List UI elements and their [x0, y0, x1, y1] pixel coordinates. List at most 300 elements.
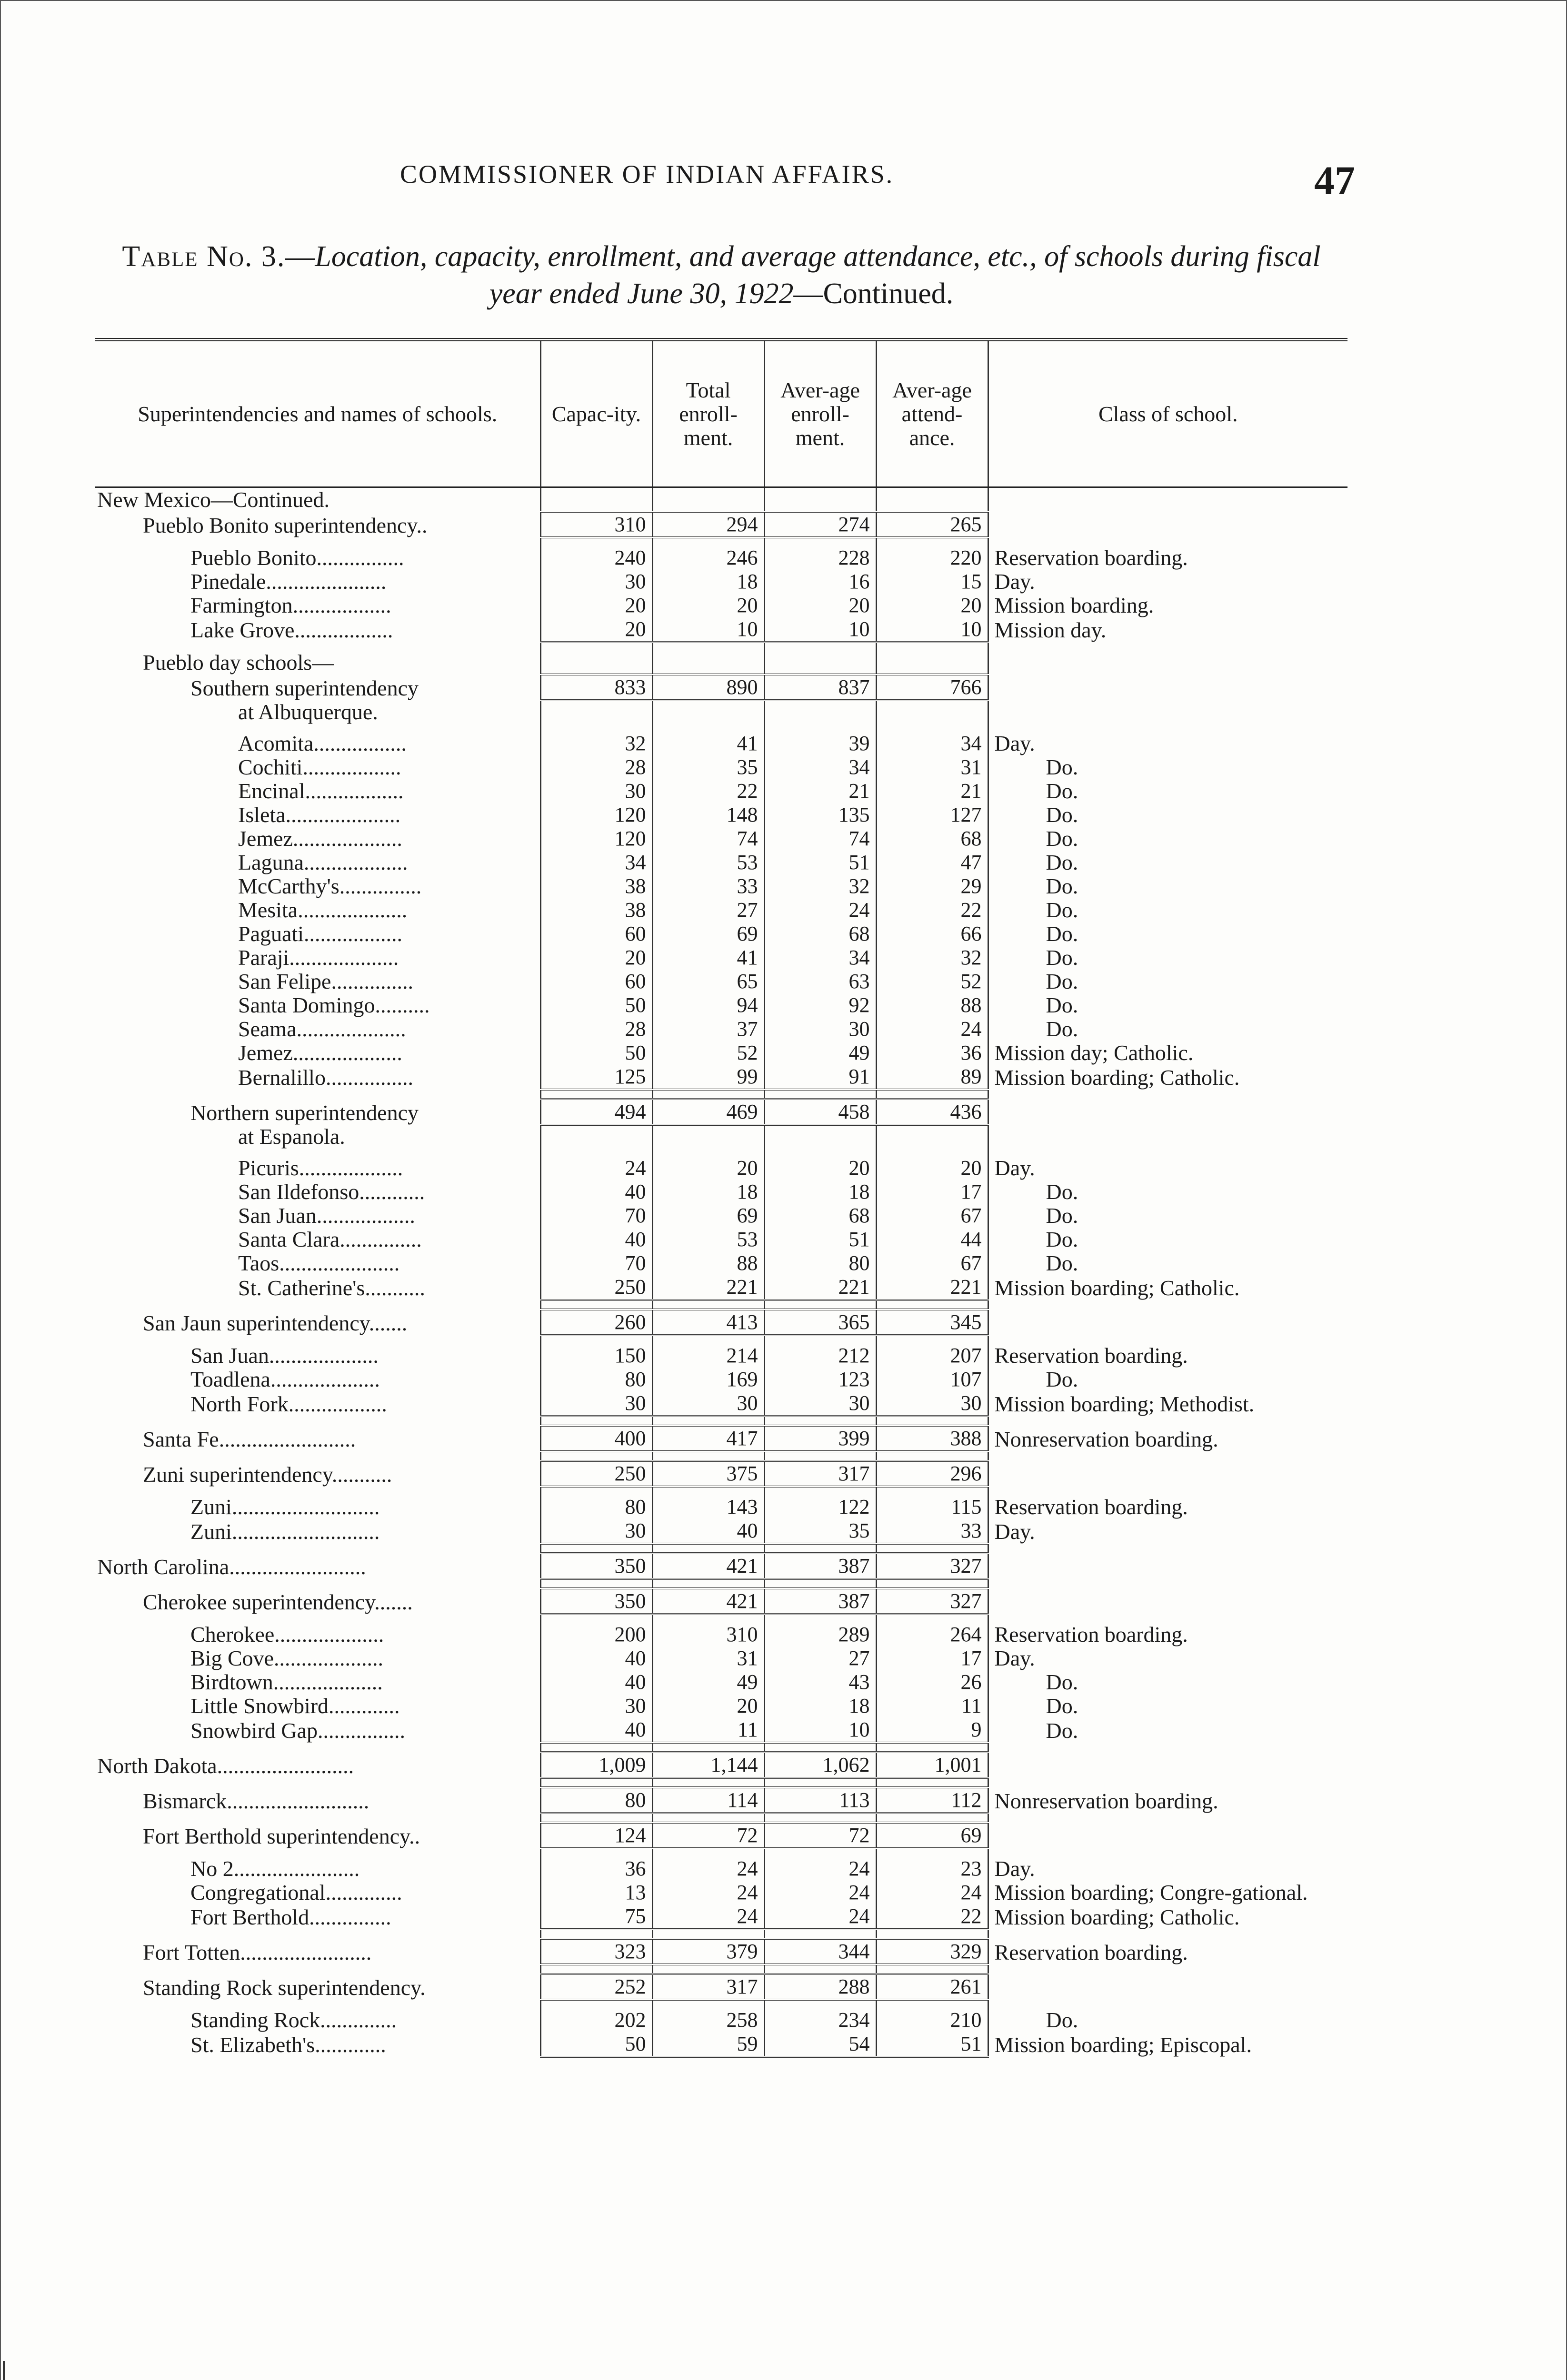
class-of-school: Day. — [988, 1646, 1347, 1670]
table-row — [95, 803, 1347, 827]
class-of-school: Reservation boarding. — [988, 546, 1347, 570]
average-attendance-cell: 17 — [876, 1180, 988, 1204]
spacer-cell — [95, 1335, 540, 1344]
school-name: Big Cove.................... — [190, 1646, 384, 1670]
average-enrollment-cell: 24 — [764, 898, 876, 922]
capacity-cell: 125 — [540, 1065, 652, 1090]
average-enrollment-cell: 51 — [764, 1228, 876, 1251]
total-enrollment-cell: 421 — [652, 1553, 764, 1579]
capacity-cell: 260 — [540, 1309, 652, 1335]
class-of-school: Reservation boarding. — [988, 1939, 1347, 1964]
spacer-cell — [988, 537, 1347, 546]
capacity-cell: 202 — [540, 2008, 652, 2032]
school-name: San Felipe............... — [238, 970, 413, 993]
school-name: San Jaun superintendency....... — [143, 1311, 408, 1335]
average-attendance-cell: 67 — [876, 1204, 988, 1228]
school-name: Laguna................... — [238, 851, 408, 874]
caption-dash: — — [285, 240, 315, 273]
total-enrollment-cell: 41 — [652, 732, 764, 755]
capacity-cell: 310 — [540, 512, 652, 537]
average-attendance-cell: 210 — [876, 2008, 988, 2032]
school-name: Isleta..................... — [238, 803, 401, 827]
school-name: Little Snowbird............. — [190, 1694, 400, 1718]
spacer-row — [95, 1929, 1347, 1939]
average-attendance-cell: 66 — [876, 922, 988, 946]
spacer-cell — [764, 537, 876, 546]
table-row — [95, 1041, 1347, 1065]
empty-cell — [988, 1125, 1347, 1149]
table-row — [95, 546, 1347, 570]
average-enrollment-cell: 80 — [764, 1251, 876, 1275]
total-enrollment-cell: 214 — [652, 1344, 764, 1368]
spacer-cell — [876, 1778, 988, 1787]
total-enrollment-cell: 41 — [652, 946, 764, 970]
col-header-average-enrollment: Aver-age enroll-ment. — [764, 340, 876, 487]
total-enrollment-cell: 24 — [652, 1904, 764, 1929]
average-attendance-cell: 31 — [876, 755, 988, 779]
capacity-cell: 80 — [540, 1368, 652, 1391]
class-of-school — [988, 1752, 1347, 1778]
average-attendance-cell: 9 — [876, 1718, 988, 1743]
school-name: Bismarck.......................... — [143, 1789, 369, 1813]
total-enrollment-cell: 24 — [652, 1881, 764, 1904]
average-enrollment-cell: 123 — [764, 1368, 876, 1391]
average-enrollment-cell: 68 — [764, 1204, 876, 1228]
spacer-cell — [95, 1614, 540, 1623]
total-enrollment-cell: 143 — [652, 1495, 764, 1519]
total-enrollment-cell: 1,144 — [652, 1752, 764, 1778]
total-enrollment-cell: 310 — [652, 1623, 764, 1646]
spacer-cell — [540, 1487, 652, 1495]
group-heading-row — [95, 651, 1347, 674]
empty-cell — [876, 1125, 988, 1149]
average-attendance-cell: 264 — [876, 1623, 988, 1646]
average-enrollment-cell: 228 — [764, 546, 876, 570]
average-enrollment-cell: 74 — [764, 827, 876, 851]
average-attendance-cell: 68 — [876, 827, 988, 851]
spacer-cell — [652, 1300, 764, 1309]
spacer-cell — [540, 1149, 652, 1156]
average-attendance-cell: 107 — [876, 1368, 988, 1391]
average-enrollment-cell: 54 — [764, 2032, 876, 2057]
table-row — [95, 1857, 1347, 1881]
spacer-cell — [652, 1813, 764, 1823]
capacity-cell: 40 — [540, 1646, 652, 1670]
total-enrollment-cell: 18 — [652, 570, 764, 594]
spacer-cell — [764, 1149, 876, 1156]
average-enrollment-cell: 837 — [764, 674, 876, 700]
empty-cell — [652, 487, 764, 512]
empty-cell — [540, 651, 652, 674]
class-of-school: Day. — [988, 570, 1347, 594]
average-attendance-cell: 112 — [876, 1787, 988, 1813]
total-enrollment-cell: 421 — [652, 1588, 764, 1614]
average-enrollment-cell: 20 — [764, 1156, 876, 1180]
capacity-cell: 34 — [540, 851, 652, 874]
school-name: Acomita................. — [238, 732, 407, 755]
spacer-cell — [95, 1544, 540, 1553]
spacer-cell — [876, 1416, 988, 1426]
spacer-cell — [95, 537, 540, 546]
spacer-cell — [764, 1451, 876, 1461]
average-attendance-cell: 34 — [876, 732, 988, 755]
school-name: New Mexico—Continued. — [97, 487, 330, 512]
spacer-cell — [876, 1929, 988, 1939]
subtotal-row — [95, 1309, 1347, 1335]
class-of-school: Do. — [988, 970, 1347, 993]
capacity-cell: 833 — [540, 674, 652, 700]
school-name: Lake Grove.................. — [190, 618, 393, 642]
school-name: San Juan.................. — [238, 1204, 415, 1228]
average-attendance-cell: 296 — [876, 1461, 988, 1487]
table-row — [95, 732, 1347, 755]
school-name: Zuni........................... — [190, 1495, 380, 1519]
total-enrollment-cell: 37 — [652, 1017, 764, 1041]
average-attendance-cell: 221 — [876, 1275, 988, 1300]
class-of-school: Do. — [988, 1718, 1347, 1743]
capacity-cell: 124 — [540, 1823, 652, 1848]
table-row — [95, 1251, 1347, 1275]
table-row — [95, 1065, 1347, 1090]
spacer-cell — [764, 1335, 876, 1344]
average-enrollment-cell: 10 — [764, 617, 876, 642]
col-header-average-attendance: Aver-age attend-ance. — [876, 340, 988, 487]
average-attendance-cell: 24 — [876, 1881, 988, 1904]
class-of-school: Do. — [988, 1180, 1347, 1204]
table-row — [95, 1228, 1347, 1251]
spacer-cell — [540, 1090, 652, 1099]
spacer-cell — [95, 1451, 540, 1461]
school-name: No 2....................... — [190, 1857, 360, 1881]
spacer-cell — [876, 1579, 988, 1588]
total-enrollment-cell: 317 — [652, 1974, 764, 2000]
table-row — [95, 922, 1347, 946]
capacity-cell: 323 — [540, 1939, 652, 1964]
total-enrollment-cell: 20 — [652, 1694, 764, 1718]
table-row — [95, 1623, 1347, 1646]
average-enrollment-cell: 18 — [764, 1180, 876, 1204]
spacer-row — [95, 1579, 1347, 1588]
spacer-cell — [988, 1416, 1347, 1426]
average-attendance-cell: 115 — [876, 1495, 988, 1519]
table-row — [95, 874, 1347, 898]
total-enrollment-cell: 49 — [652, 1670, 764, 1694]
capacity-cell: 494 — [540, 1099, 652, 1125]
average-attendance-cell: 15 — [876, 570, 988, 594]
table-row — [95, 1017, 1347, 1041]
class-of-school: Mission boarding; Catholic. — [988, 1275, 1347, 1300]
capacity-cell: 20 — [540, 594, 652, 617]
average-attendance-cell: 20 — [876, 1156, 988, 1180]
average-enrollment-cell: 27 — [764, 1646, 876, 1670]
spacer-cell — [95, 1743, 540, 1752]
table-row — [95, 898, 1347, 922]
average-enrollment-cell: 32 — [764, 874, 876, 898]
table-row — [95, 570, 1347, 594]
capacity-cell: 20 — [540, 946, 652, 970]
capacity-cell: 38 — [540, 898, 652, 922]
school-name: Santa Clara............... — [238, 1228, 422, 1251]
school-name: Seama.................... — [238, 1017, 406, 1041]
total-enrollment-cell: 30 — [652, 1391, 764, 1416]
school-name: Jemez.................... — [238, 1041, 402, 1065]
class-of-school — [988, 1461, 1347, 1487]
school-name: Cochiti.................. — [238, 755, 401, 779]
average-enrollment-cell: 30 — [764, 1391, 876, 1416]
spacer-cell — [876, 1487, 988, 1495]
average-attendance-cell: 47 — [876, 851, 988, 874]
total-enrollment-cell: 20 — [652, 1156, 764, 1180]
subtotal-row — [95, 512, 1347, 537]
capacity-cell: 50 — [540, 1041, 652, 1065]
average-attendance-cell: 17 — [876, 1646, 988, 1670]
average-attendance-cell: 22 — [876, 898, 988, 922]
table-row — [95, 779, 1347, 803]
spacer-row — [95, 2000, 1347, 2008]
school-name: Mesita.................... — [238, 898, 408, 922]
capacity-cell: 40 — [540, 1670, 652, 1694]
school-name: Congregational.............. — [190, 1881, 402, 1904]
spacer-cell — [652, 1335, 764, 1344]
capacity-cell: 120 — [540, 827, 652, 851]
spacer-cell — [764, 1300, 876, 1309]
average-enrollment-cell: 51 — [764, 851, 876, 874]
average-enrollment-cell: 1,062 — [764, 1752, 876, 1778]
spacer-cell — [876, 537, 988, 546]
class-of-school: Day. — [988, 732, 1347, 755]
capacity-cell: 250 — [540, 1275, 652, 1300]
spacer-cell — [988, 1300, 1347, 1309]
class-of-school — [988, 1309, 1347, 1335]
average-enrollment-cell: 234 — [764, 2008, 876, 2032]
class-of-school: Mission day; Catholic. — [988, 1041, 1347, 1065]
spacer-cell — [95, 1929, 540, 1939]
class-of-school: Mission boarding; Methodist. — [988, 1391, 1347, 1416]
average-enrollment-cell: 68 — [764, 922, 876, 946]
capacity-cell: 28 — [540, 755, 652, 779]
spacer-row — [95, 642, 1347, 651]
school-name: Standing Rock superintendency. — [143, 1975, 426, 2000]
school-name: Farmington.................. — [190, 594, 391, 617]
spacer-cell — [540, 642, 652, 651]
school-name: Santa Fe......................... — [143, 1427, 356, 1451]
spacer-cell — [764, 2000, 876, 2008]
class-of-school: Mission boarding. — [988, 594, 1347, 617]
average-enrollment-cell: 49 — [764, 1041, 876, 1065]
school-name: North Fork.................. — [190, 1392, 387, 1416]
total-enrollment-cell: 20 — [652, 594, 764, 617]
total-enrollment-cell: 72 — [652, 1823, 764, 1848]
total-enrollment-cell: 417 — [652, 1426, 764, 1451]
empty-cell — [988, 487, 1347, 512]
spacer-cell — [988, 1451, 1347, 1461]
average-attendance-cell: 21 — [876, 779, 988, 803]
subtotal-row — [95, 1588, 1347, 1614]
average-enrollment-cell: 221 — [764, 1275, 876, 1300]
class-of-school — [988, 1099, 1347, 1125]
spacer-row — [95, 537, 1347, 546]
class-of-school: Do. — [988, 946, 1347, 970]
average-enrollment-cell: 92 — [764, 993, 876, 1017]
total-enrollment-cell: 469 — [652, 1099, 764, 1125]
average-attendance-cell: 33 — [876, 1519, 988, 1544]
spacer-cell — [988, 642, 1347, 651]
class-of-school: Do. — [988, 851, 1347, 874]
average-enrollment-cell: 20 — [764, 594, 876, 617]
spacer-cell — [95, 1964, 540, 1974]
capacity-cell: 40 — [540, 1228, 652, 1251]
spacer-cell — [988, 1579, 1347, 1588]
total-enrollment-cell: 114 — [652, 1787, 764, 1813]
capacity-cell: 240 — [540, 546, 652, 570]
spacer-cell — [652, 537, 764, 546]
table-row — [95, 1646, 1347, 1670]
total-enrollment-cell: 94 — [652, 993, 764, 1017]
total-enrollment-cell: 69 — [652, 922, 764, 946]
average-attendance-cell: 36 — [876, 1041, 988, 1065]
capacity-cell: 40 — [540, 1180, 652, 1204]
school-name: Bernalillo................ — [238, 1065, 413, 1090]
school-name: Snowbird Gap................ — [190, 1718, 406, 1743]
spacer-cell — [876, 1848, 988, 1857]
average-enrollment-cell: 122 — [764, 1495, 876, 1519]
spacer-cell — [876, 1300, 988, 1309]
capacity-cell: 80 — [540, 1495, 652, 1519]
table-row — [95, 1519, 1347, 1544]
capacity-cell: 50 — [540, 993, 652, 1017]
total-enrollment-cell: 24 — [652, 1857, 764, 1881]
spacer-cell — [764, 724, 876, 732]
subtotal-row — [95, 674, 1347, 700]
spacer-cell — [652, 1929, 764, 1939]
table-row — [95, 946, 1347, 970]
school-name: San Ildefonso............ — [238, 1180, 425, 1204]
average-attendance-cell: 345 — [876, 1309, 988, 1335]
spacer-row — [95, 1335, 1347, 1344]
spacer-cell — [540, 724, 652, 732]
spacer-cell — [764, 1813, 876, 1823]
capacity-cell: 38 — [540, 874, 652, 898]
average-attendance-cell: 29 — [876, 874, 988, 898]
spacer-cell — [764, 1614, 876, 1623]
class-of-school: Do. — [988, 993, 1347, 1017]
school-name: Toadlena.................... — [190, 1368, 380, 1391]
class-of-school — [988, 1553, 1347, 1579]
spacer-cell — [540, 1964, 652, 1974]
group-heading-row — [95, 487, 1347, 512]
capacity-cell: 13 — [540, 1881, 652, 1904]
average-enrollment-cell: 16 — [764, 570, 876, 594]
average-attendance-cell: 327 — [876, 1553, 988, 1579]
school-name: McCarthy's............... — [238, 874, 422, 898]
capacity-cell: 120 — [540, 803, 652, 827]
table-row — [95, 617, 1347, 642]
capacity-cell: 40 — [540, 1718, 652, 1743]
subtotal-row — [95, 1553, 1347, 1579]
col-header-capacity: Capac-ity. — [540, 340, 652, 487]
capacity-cell: 60 — [540, 970, 652, 993]
spacer-cell — [95, 1416, 540, 1426]
spacer-cell — [988, 2000, 1347, 2008]
total-enrollment-cell: 246 — [652, 546, 764, 570]
average-enrollment-cell: 289 — [764, 1623, 876, 1646]
school-name: Birdtown.................... — [190, 1670, 383, 1694]
empty-cell — [764, 700, 876, 724]
capacity-cell: 252 — [540, 1974, 652, 2000]
spacer-cell — [652, 1416, 764, 1426]
spacer-cell — [95, 2000, 540, 2008]
running-title: COMMISSIONER OF INDIAN AFFAIRS. — [400, 160, 894, 188]
average-attendance-cell: 51 — [876, 2032, 988, 2057]
table-row — [95, 1495, 1347, 1519]
class-of-school: Do. — [988, 898, 1347, 922]
spacer-cell — [876, 1743, 988, 1752]
capacity-cell: 28 — [540, 1017, 652, 1041]
spacer-row — [95, 1778, 1347, 1787]
school-name: Paguati.................. — [238, 922, 402, 946]
capacity-cell: 400 — [540, 1426, 652, 1451]
table-row — [95, 1670, 1347, 1694]
class-of-school: Mission boarding; Catholic. — [988, 1904, 1347, 1929]
school-name: Southern superintendency — [190, 676, 419, 700]
spacer-cell — [764, 1579, 876, 1588]
spacer-cell — [764, 642, 876, 651]
capacity-cell: 150 — [540, 1344, 652, 1368]
table-row — [95, 1694, 1347, 1718]
capacity-cell: 36 — [540, 1857, 652, 1881]
total-enrollment-cell: 40 — [652, 1519, 764, 1544]
spacer-cell — [652, 1614, 764, 1623]
average-enrollment-cell: 39 — [764, 732, 876, 755]
running-head — [0, 158, 1567, 203]
table-body — [95, 487, 1347, 2057]
average-attendance-cell: 436 — [876, 1099, 988, 1125]
spacer-cell — [988, 1335, 1347, 1344]
average-enrollment-cell: 10 — [764, 1718, 876, 1743]
class-of-school — [988, 1974, 1347, 2000]
total-enrollment-cell: 69 — [652, 1204, 764, 1228]
school-name: Pueblo Bonito................ — [190, 546, 404, 570]
total-enrollment-cell: 53 — [652, 1228, 764, 1251]
class-of-school: Do. — [988, 1670, 1347, 1694]
average-enrollment-cell: 43 — [764, 1670, 876, 1694]
class-of-school: Do. — [988, 827, 1347, 851]
average-attendance-cell: 261 — [876, 1974, 988, 2000]
spacer-row — [95, 1487, 1347, 1495]
average-attendance-cell: 766 — [876, 674, 988, 700]
spacer-cell — [652, 724, 764, 732]
group-heading-row — [95, 1125, 1347, 1149]
average-enrollment-cell: 458 — [764, 1099, 876, 1125]
table-row — [95, 1180, 1347, 1204]
total-enrollment-cell: 88 — [652, 1251, 764, 1275]
capacity-cell: 200 — [540, 1623, 652, 1646]
average-attendance-cell: 10 — [876, 617, 988, 642]
school-name: Standing Rock.............. — [190, 2008, 397, 2032]
school-name: Pinedale...................... — [190, 570, 387, 594]
subtotal-row — [95, 1461, 1347, 1487]
spacer-cell — [988, 1544, 1347, 1553]
empty-cell — [540, 487, 652, 512]
class-of-school: Do. — [988, 1204, 1347, 1228]
average-attendance-cell: 327 — [876, 1588, 988, 1614]
capacity-cell: 350 — [540, 1588, 652, 1614]
spacer-cell — [764, 1743, 876, 1752]
average-attendance-cell: 388 — [876, 1426, 988, 1451]
class-of-school: Do. — [988, 1017, 1347, 1041]
spacer-cell — [988, 1149, 1347, 1156]
page-number: 47 — [1314, 158, 1355, 203]
